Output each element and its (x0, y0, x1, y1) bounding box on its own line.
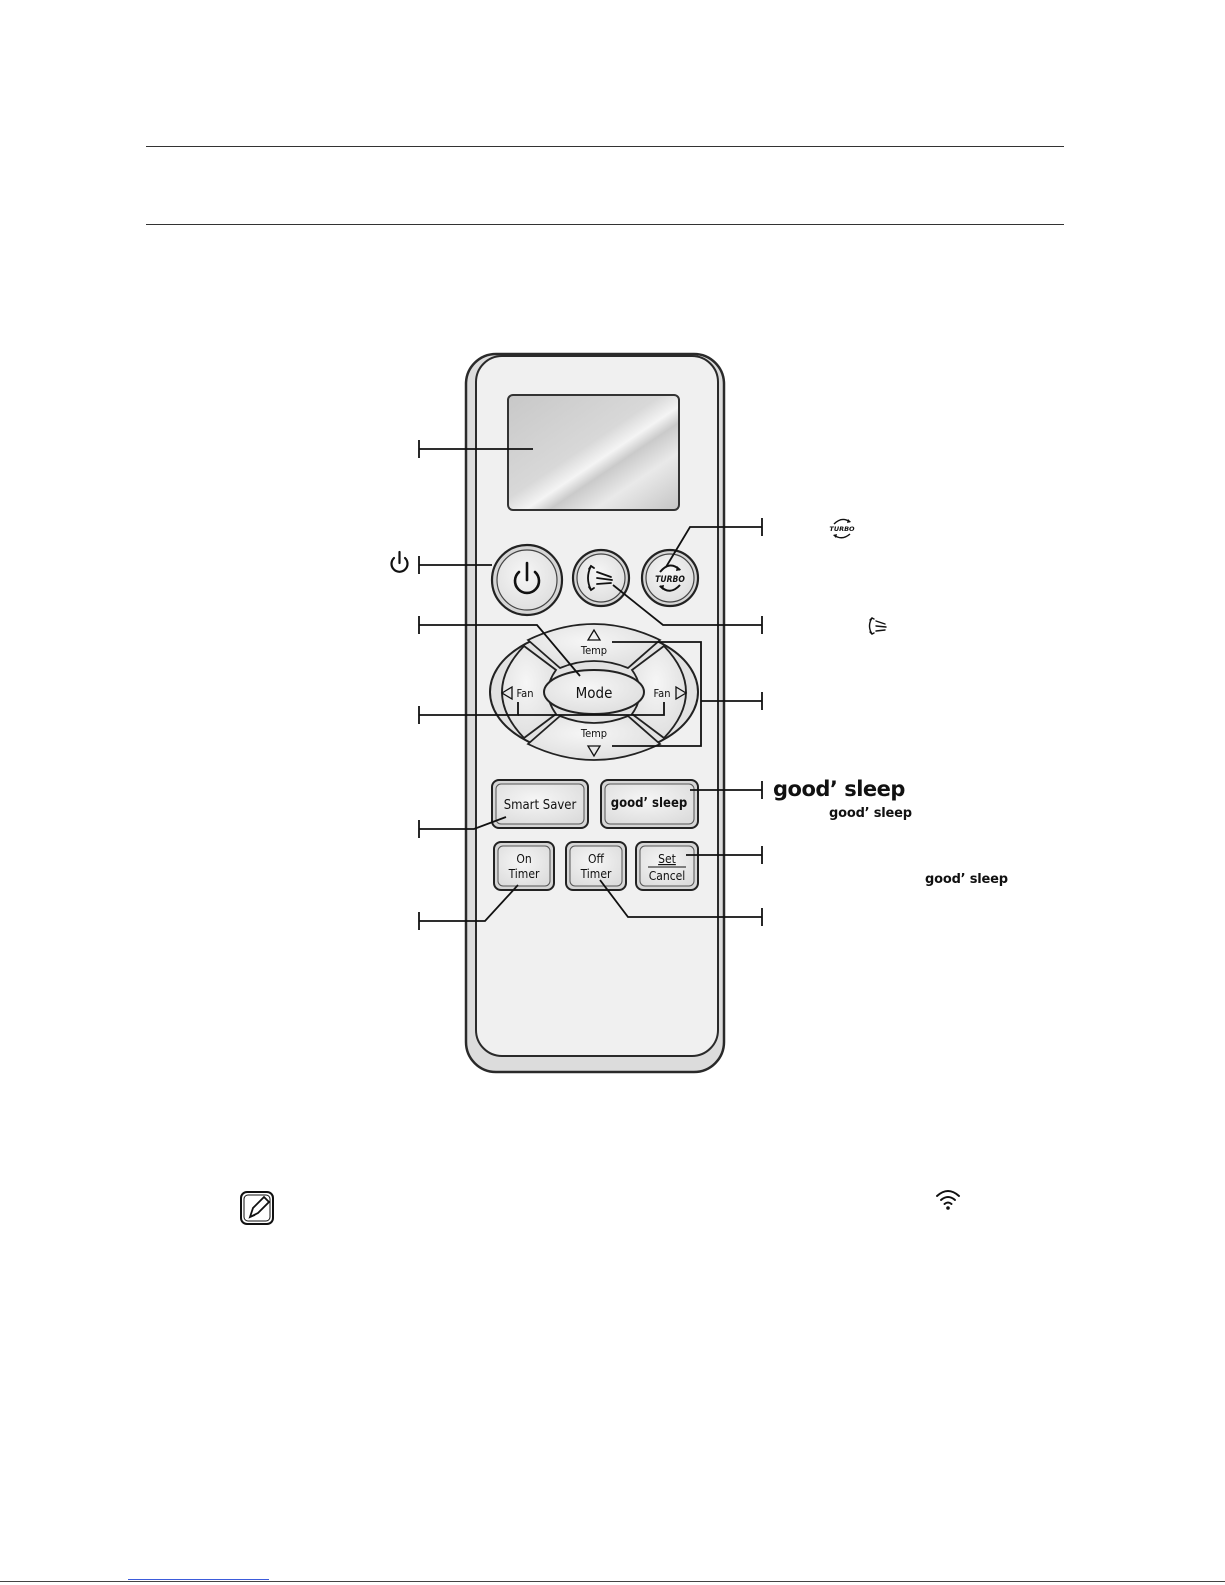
air-swing-icon (870, 618, 887, 634)
note-pencil-icon (241, 1192, 273, 1224)
good-sleep-button[interactable] (601, 780, 698, 828)
set-label: Set (658, 852, 676, 866)
lcd-display (508, 395, 679, 510)
off-timer-label-1: Off (588, 852, 604, 866)
temp-up-label: Temp (580, 644, 608, 657)
turbo-label: TURBO (655, 575, 685, 585)
off-timer-label-2: Timer (580, 867, 612, 881)
on-timer-label-1: On (516, 852, 532, 866)
good-sleep-label: good’ sleep (610, 796, 688, 811)
power-button[interactable] (492, 545, 562, 615)
turbo-button[interactable] (642, 550, 698, 606)
fan-right-label: Fan (653, 687, 671, 700)
turbo-callout-text: TURBO (829, 525, 855, 533)
set-cancel-button[interactable] (636, 842, 698, 890)
wifi-signal-icon (937, 1191, 959, 1210)
set-cancel-callout-note: good’ sleep (925, 872, 1008, 887)
fan-left-label: Fan (516, 687, 534, 700)
off-timer-button[interactable] (566, 842, 626, 890)
smart-saver-button[interactable] (492, 780, 588, 828)
footer-rule (0, 1581, 1225, 1582)
footer-link-underline (128, 1579, 269, 1580)
mode-label: Mode (575, 684, 613, 702)
on-timer-label-2: Timer (508, 867, 540, 881)
temp-down-label: Temp (580, 727, 608, 740)
smart-saver-label: Smart Saver (503, 798, 577, 813)
on-timer-button[interactable] (494, 842, 554, 890)
cancel-label: Cancel (648, 869, 686, 883)
turbo-icon (829, 519, 855, 538)
good-sleep-callout-sub: good’ sleep (829, 806, 912, 821)
power-icon (392, 552, 408, 572)
air-swing-button[interactable] (573, 550, 629, 606)
good-sleep-callout-title: good’ sleep (773, 777, 905, 801)
